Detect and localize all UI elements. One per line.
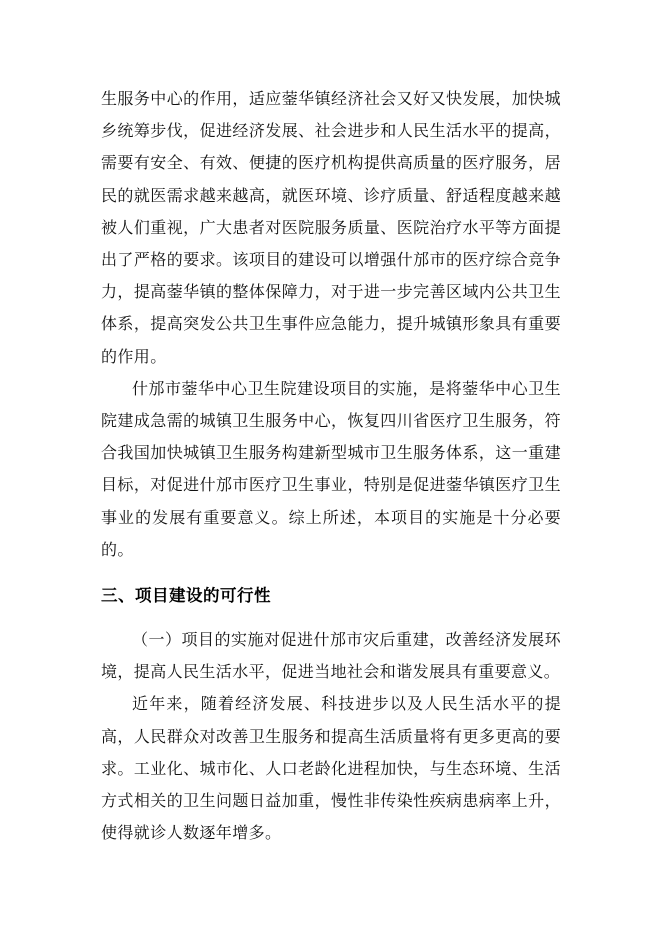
subsection-heading-1: （一）项目的实施对促进什邡市灾后重建，改善经济发展环境，提高人民生活水平，促进当地社会和谐发展具有重要意义。 bbox=[101, 630, 561, 682]
document-body bbox=[101, 83, 561, 849]
paragraph-recent-years: 近年来，随着经济发展、科技进步以及人民生活水平的提高，人民群众对改善卫生服务和提高生活质量将有更多更高的要求。工业化、城市化、人口老龄化进程加快，与生态环境、生活方式相关的卫生问题日益加重，慢性非传染性疾病患病率上升，使得就诊人数逐年增多。 bbox=[101, 694, 561, 843]
paragraph-continued: 生服务中心的作用，适应蓥华镇经济社会又好又快发展，加快城乡统筹步伐，促进经济发展、社会进步和人民生活水平的提高，需要有安全、有效、便捷的医疗机构提供高质量的医疗服务，居民的就医需求越来越高，就医环境、诊疗质量、舒适程度越来越被人们重视，广大患者对医院服务质量、医院治疗水平等方面提出了严格的要求。该项目的建设可以增强什邡市的医疗综合竞争力，提高蓥华镇的整体保障力，对于进一步完善区域内公共卫生体系，提高突发公共卫生事件应急能力，提升城镇形象具有重要的作用。 bbox=[101, 89, 561, 366]
paragraph-project-significance: 什邡市蓥华中心卫生院建设项目的实施，是将蓥华中心卫生院建成急需的城镇卫生服务中心，恢复四川省医疗卫生服务，符合我国加快城镇卫生服务构建新型城市卫生服务体系，这一重建目标，对促进什邡市医疗卫生事业，特别是促进蓥华镇医疗卫生事业的发展有重要意义。综上所述，本项目的实施是十分必要的。 bbox=[101, 378, 561, 559]
section-heading-feasibility: 三、项目建设的可行性 bbox=[101, 586, 271, 606]
